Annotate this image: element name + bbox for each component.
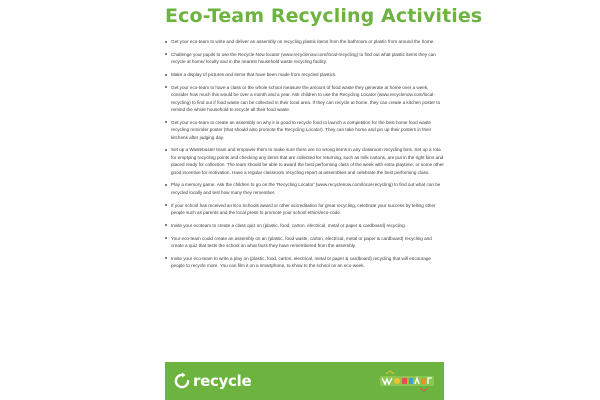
footer-banner [165, 362, 444, 400]
list-item-text: Challenge your pupils to use the Recycle Now locator (www.recyclenow.com/local-recycling) to find out what plastic items they can recycle at home/ locally and in the nearest household waste recycling facility. [171, 51, 436, 65]
list-item-text: If your school has received an Eco Schools award or other accreditation for great recycling, celebrate your success by telling other people such as parents and the local press to promote your school ethics/eco-code. [171, 202, 436, 216]
bullet-icon [165, 204, 167, 206]
recycle-arrow-icon [173, 372, 191, 390]
bullet-icon [165, 149, 167, 151]
list-item-text: Get your eco-team to write and deliver an assembly on recycling plastic items from the bathroom or plastic from around the home. [171, 39, 435, 44]
bullet-icon [165, 257, 167, 259]
list-item [165, 51, 445, 66]
bullet-icon [165, 74, 167, 76]
list-item-text: Invite your eco-team to write a play on (plastic, food, carton, electrical, metal or paper & cardboard) recycling that will encourage people to recycle more. You can film it on a smartphone, to show to the school on an eco-week. [171, 255, 431, 269]
bullet-icon [165, 121, 167, 123]
list-item-text: Play a memory game. Ask the children to go on the 'Recycling Locator' (www.recyclenow.com/local-recycling) to find out what can be recycled locally and test how many they remember. [171, 182, 441, 195]
recycle-logo [173, 371, 251, 391]
bullet-icon [165, 86, 167, 88]
bullet-icon [165, 224, 167, 226]
list-item [165, 255, 445, 270]
list-item [165, 119, 445, 141]
list-item [165, 84, 445, 114]
list-item [165, 146, 445, 176]
list-item-text: Get your eco-team to create an assembly on why it is good to recycle food to launch a competition for the best home food waste recycling reminder poster (that should also promote the Recycling Locator). They can take home and pin up their posters in their kitchens after judging day. [171, 119, 432, 140]
list-item [165, 222, 445, 229]
list-item [165, 235, 445, 250]
list-item-text: Get your eco-team to have a class or the whole school measure the amount of food waste they generate at home over a week, consider how much this would be over a month and a year. Ask children to use the Recycling Locator (www.recyclenow.com/local-recycling) to find out if food waste can be collected in their local area. If they can recycle at home, they can create a kitchen poster to remind the whole household to recycle all their food waste. [171, 84, 441, 113]
bullet-icon [165, 53, 167, 55]
bullet-icon [165, 237, 167, 239]
list-item [165, 38, 445, 45]
list-item-text: Set up a Wastebuster team and empower them to make sure there are no wrong items in any classroom recycling bins. Set up a rota for emptying recycling points and checking any items that are collected for returning, such as milk cartons, are put in the right bins and placed ready for collection. The team should be able to award the best performing class of the week with extra playtime, or some other good incentive for motivation. Have a regular classroom recycling report at assemblies and celebrate the best performing class. [171, 147, 444, 175]
list-item-text: Invite your ecoteam to create a class quiz on (plastic, food, carton, electrical, metal or paper & cardboard) recycling. [171, 222, 406, 228]
bullet-icon [165, 184, 167, 186]
list-item-text: Your eco-team could create an assembly on an (plastic, food waste, carton, electrical, metal or paper & cardboard) recycling and create a quiz that tests the school on what facts they have remembered from the assembly. [171, 235, 432, 249]
recycle-logo-text: recycle [193, 372, 252, 390]
list-item [165, 202, 445, 217]
list-item [165, 181, 445, 196]
bullet-icon [165, 41, 167, 43]
list-item [165, 71, 445, 78]
wastebuster-logo [380, 370, 434, 392]
activity-list [165, 38, 445, 275]
page-title: Eco-Team Recycling Activities [165, 5, 483, 27]
list-item-text: Make a display of pictures and items that have been made from recycled plastics. [171, 72, 337, 77]
